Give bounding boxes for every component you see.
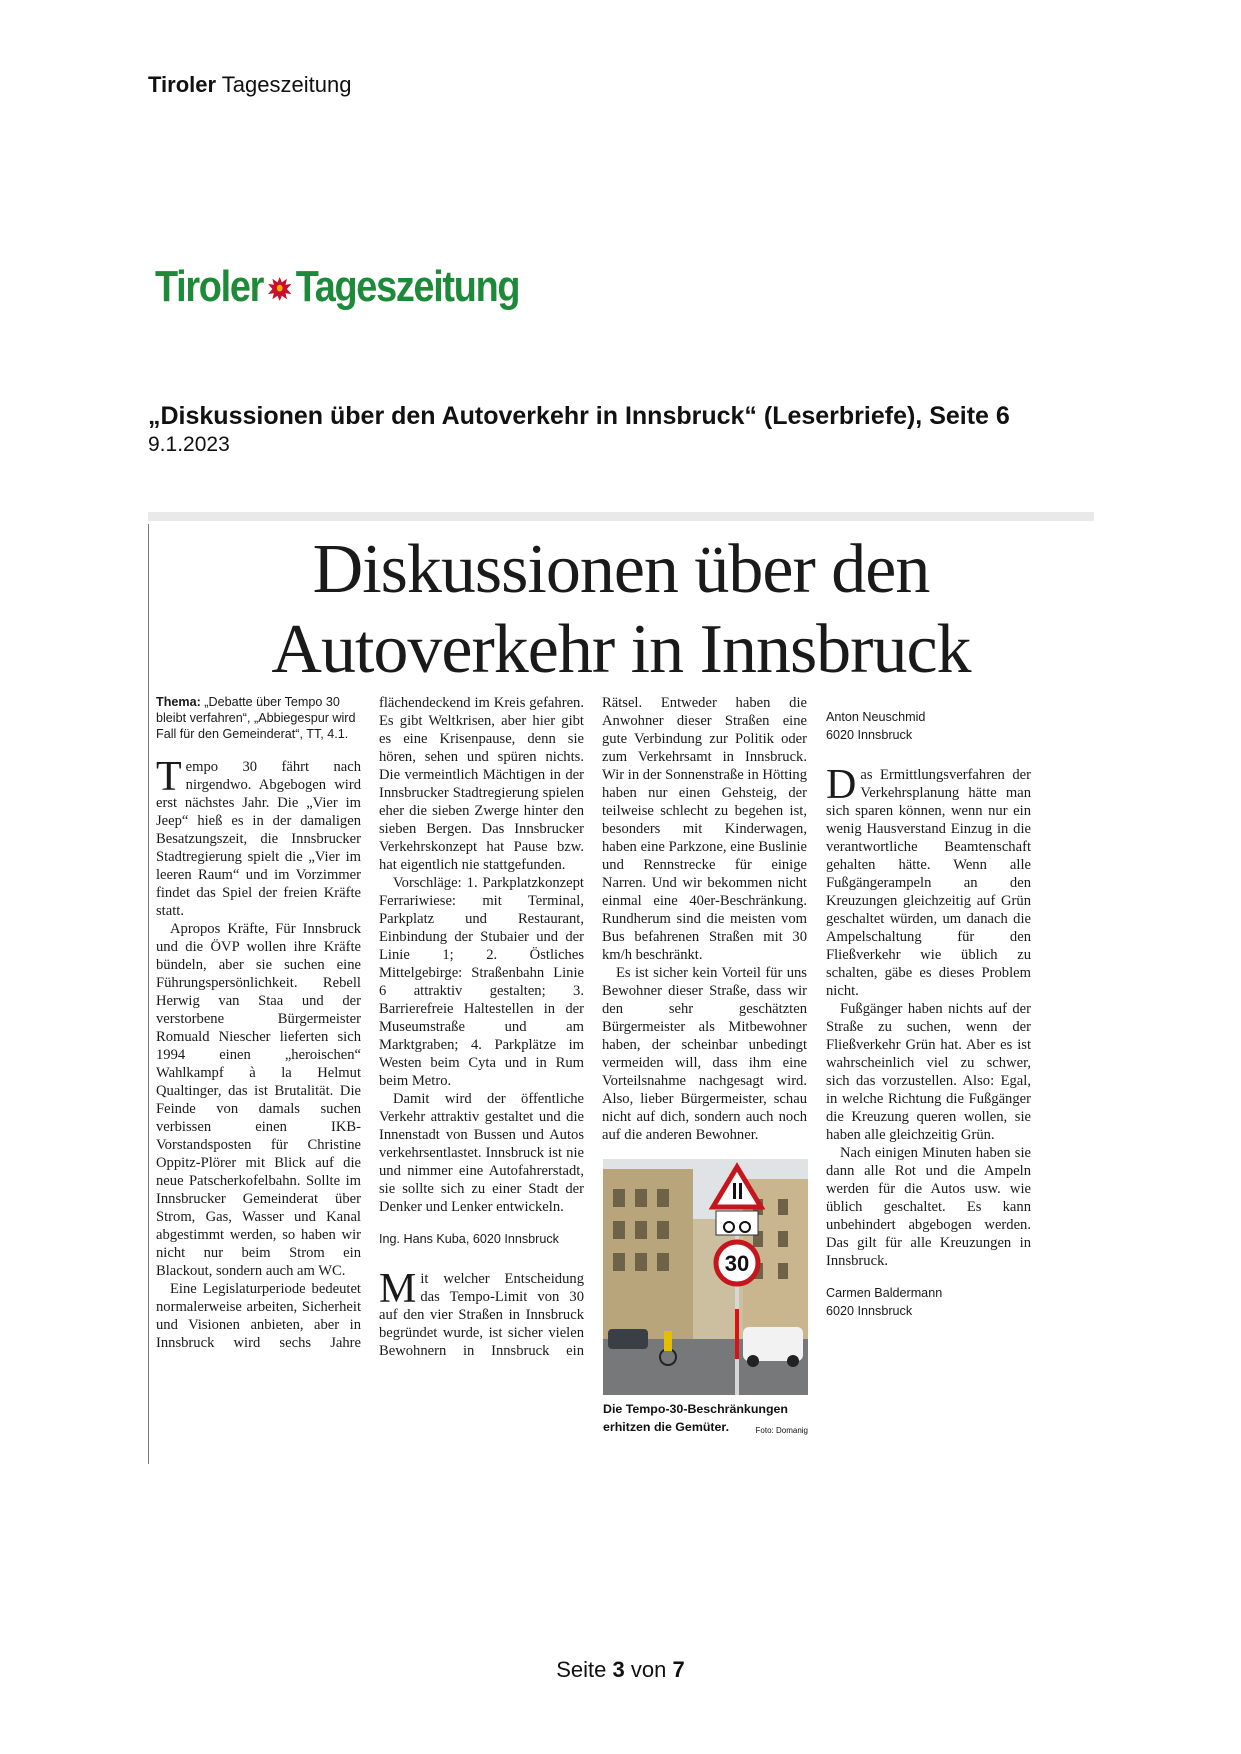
article-column-4 bbox=[826, 694, 1031, 1342]
newspaper-logo bbox=[155, 262, 519, 312]
footer-prefix: Seite bbox=[556, 1657, 607, 1682]
street-photo bbox=[603, 1159, 808, 1395]
photo-caption-text: Die Tempo-30-Beschränkungen erhitzen die Gemüter. bbox=[603, 1402, 788, 1434]
speed-limit-number: 30 bbox=[724, 1251, 750, 1276]
headline-line-1: Diskussionen über den bbox=[312, 531, 930, 608]
letter-2-author-name: Anton Neuschmid bbox=[826, 710, 926, 724]
letter-1-p1: Tempo 30 fährt nach nirgendwo. Abgebogen wird erst nächstes Jahr. Die „Vier im Jeep“ hieß es in der damaligen Besatzungszeit, die Innsbrucker Stadtregierung spielt die „Vier im leeren Raum“ und im Vorzimmer findet das Spiel der freien Kräfte statt. bbox=[156, 754, 361, 919]
page-footer bbox=[0, 1657, 1241, 1683]
street-photo-illustration bbox=[603, 1159, 808, 1395]
letter-3-author bbox=[826, 1284, 1031, 1320]
letter-1-p5: Damit wird der öffentliche Verkehr attraktiv gestaltet und die Innenstadt von Bussen und Autos verkehrsentlastet. Innsbruck ist nie und nimmer eine Autofahrerstadt, sie sollte sich zu einer Stadt der Denker und Lenker entwickeln. bbox=[379, 1091, 584, 1215]
letter-1-author: Ing. Hans Kuba, 6020 Innsbruck bbox=[379, 1232, 559, 1246]
footer-page-number: 3 bbox=[612, 1657, 625, 1682]
header-brand-rest: Tageszeitung bbox=[221, 72, 352, 97]
logo-left-text: Tiroler bbox=[155, 262, 264, 311]
tyrolean-eagle-icon bbox=[265, 272, 294, 306]
document-title: „Diskussionen über den Autoverkehr in Innsbruck“ (Leserbriefe), Seite 6 bbox=[148, 402, 1010, 430]
letter-2-p2: Es ist sicher kein Vorteil für uns Bewohner dieser Straße, dass wir den sehr geschätzten Bürgermeister als Mitbewohner haben, der scheinbar unbedingt vermeiden will, dass ihm eine Vorteilsnahme nachgesagt wird. Also, lieber Bürgermeister, schau nicht auf dich, sondern auch noch auf die anderen Bewohner. bbox=[602, 965, 807, 1143]
letter-3-author-name: Carmen Baldermann bbox=[826, 1286, 943, 1300]
clipping-top-border bbox=[148, 512, 1094, 521]
letter-1-p4: Vorschläge: 1. Parkplatzkonzept Ferrariwiese: mit Terminal, Parkplatz und Restaurant, Einbindung der Stubaier und der Linie 1; 2. Östliches Mittelgebirge: Straßenbahn Linie 6 attraktiv gestalten; 3. Barrierefreie Haltestellen in der Museumstraße und am Marktgraben; 4. Parkplätze im Westen beim Cyta und in Rum beim Metro. bbox=[379, 875, 584, 1089]
letter-3-p2: Fußgänger haben nichts auf der Straße zu suchen, wenn der Fließverkehr Grün hat. Aber es ist wahrscheinlich viel zu schwer, sich das vorzustellen. Also: Egal, in welche Richtung die Fußgänger die Kreuzung queren wollen, sie haben alle gleichzeitig Grün. bbox=[826, 1001, 1031, 1143]
thema-reference-flow: Thema: „Debatte über Tempo 30 bleibt verfahren“, „Abbiegespur wird Fall für den Gemeinderat“, TT, 4.1. bbox=[156, 695, 356, 741]
footer-middle: von bbox=[630, 1657, 667, 1682]
article-headline bbox=[148, 530, 1094, 690]
letter-3-p3: Nach einigen Minuten haben sie dann alle Rot und die Ampeln werden für die Autos usw. wie üblich geschaltet. Es kann unbehindert abgebogen werden. Das gilt für alle Kreuzungen in Innsbruck. bbox=[826, 1145, 1031, 1269]
newspaper-clipping bbox=[148, 512, 1094, 1452]
letter-3-p1: Das Ermittlungsverfahren der Verkehrsplanung hätte man sich sparen können, wenn nur ein wenig Hausverstand Einzug in die verantwortliche Beamtenschaft gehalten hätte. Wenn alle Fußgängerampeln an den Kreuzungen gleichzeitig auf Grün geschaltet würden, um danach die Ampelschaltung für den Fließverkehr wie üblich zu schalten, gäbe es dieses Problem nicht. bbox=[826, 762, 1031, 999]
letter-3-author-city: 6020 Innsbruck bbox=[826, 1304, 913, 1318]
document-date: 9.1.2023 bbox=[148, 433, 230, 456]
letter-1-p3: Eine Legislaturperiode bedeutet normalerweise arbeiten, Sicherheit und Visionen anbieten, aber in Innsbruck wird sechs Jahre flächendeckend im Kreis gefahren. Es gibt Weltkrisen, aber hier gibt es eine Krisenpause, denn sie hören, sehen und spüren nichts. Die vermeintlich Mächtigen in der Innsbrucker Stadtregierung spielen eher die sieben Zwerge hinter den sieben Bergen. Das Innsbrucker Verkehrskonzept hat Pause bzw. hat eigentlich nie stattgefunden. bbox=[156, 695, 584, 1351]
letter-2-p1: Mit welcher Entscheidung das Tempo-Limit von 30 auf den vier Straßen in Innsbruck begründet wurde, ist sicher vielen Bewohnern in Innsbruck ein Rätsel. Entweder haben die Anwohner dieser Straßen eine gute Verbindung zur Politik oder zum Verkehrsamt in Innsbruck. Wir in der Sonnenstraße in Hötting haben nur einen Gehsteig, der teilweise schlecht zu begehen ist, besonders mit Kinderwagen, haben eine Parkzone, eine Buslinie und Rennstrecke für einige Narren. Und wir bekommen nicht einmal eine 40er-Beschränkung. Rundherum sind die meisten vom Bus befahrenen Straßen mit 30 km/h beschränkt. bbox=[379, 695, 807, 1359]
footer-page-total: 7 bbox=[672, 1657, 685, 1682]
header-brand-bold: Tiroler bbox=[148, 72, 217, 97]
letter-1-p2: Apropos Kräfte, Für Innsbruck und die ÖVP wollen ihre Kräfte bündeln, aber sie suchen eine Führungspersönlichkeit. Rebell Herwig van Staa und der verstorbene Bürgermeister Romuald Niescher lieferten sich 1994 einen „heroischen“ Wahlkampf à la Helmut Qualtinger, das ist Brutalität. Die Feinde von damals suchen verbissen einen IKB-Vorstandsposten für Christine Oppitz-Plörer mit Blick auf die neue Patscherkofelbahn. Sollte im Innsbrucker Gemeinderat über Strom, Gas, Wasser und Kanal abgestimmt werden, so haben wir nicht nur beim Strom ein Blackout, sondern auch am WC. bbox=[156, 921, 361, 1279]
letter-2-author-city: 6020 Innsbruck bbox=[826, 728, 913, 742]
photo-caption bbox=[603, 1400, 808, 1440]
page-header bbox=[148, 72, 351, 98]
logo-right-text: Tageszeitung bbox=[295, 262, 520, 311]
letter-2-author bbox=[826, 708, 1031, 744]
photo-credit: Foto: Domanig bbox=[755, 1426, 808, 1435]
headline-line-2: Autoverkehr in Innsbruck bbox=[271, 611, 971, 688]
